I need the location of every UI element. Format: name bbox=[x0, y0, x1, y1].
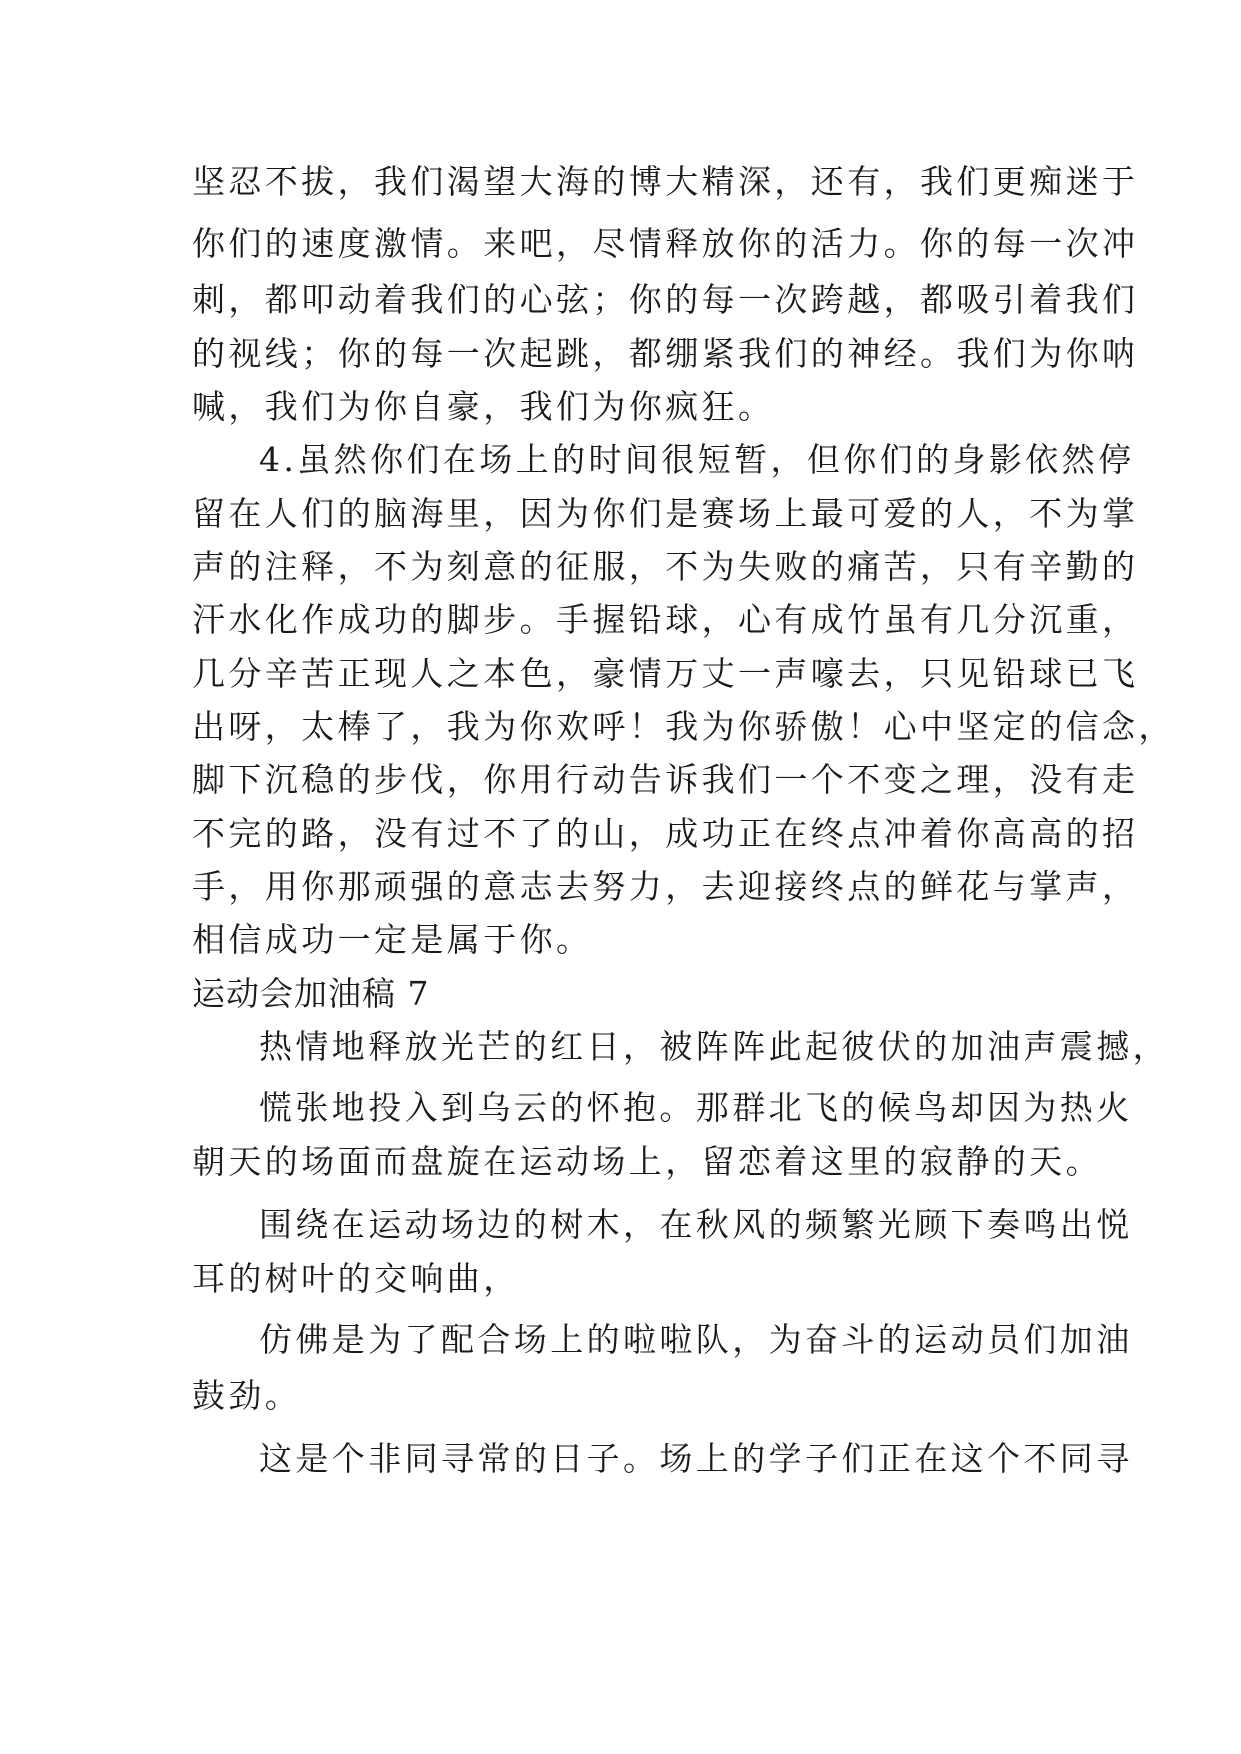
body-text-line: 脚下沉稳的步伐，你用行动告诉我们一个不变之理，没有走 bbox=[192, 760, 1139, 799]
body-text-line: 仿佛是为了配合场上的啦啦队，为奋斗的运动员们加油 bbox=[259, 1320, 1133, 1359]
body-text-line: 热情地释放光芒的红日，被阵阵此起彼伏的加油声震撼， bbox=[259, 1027, 1169, 1066]
section-heading: 运动会加油稿 7 bbox=[192, 974, 430, 1013]
body-text-line: 留在人们的脑海里，因为你们是赛场上最可爱的人，不为掌 bbox=[192, 494, 1139, 533]
body-text-line: 耳的树叶的交响曲， bbox=[192, 1259, 520, 1298]
body-text-line: 4.虽然你们在场上的时间很短暂，但你们的身影依然停 bbox=[259, 440, 1135, 479]
body-text-line: 围绕在运动场边的树木，在秋风的频繁光顾下奏鸣出悦 bbox=[259, 1205, 1133, 1244]
body-text-line: 汗水化作成功的脚步。手握铅球，心有成竹虽有几分沉重， bbox=[192, 600, 1139, 639]
body-text-line: 刺，都叩动着我们的心弦；你的每一次跨越，都吸引着我们 bbox=[192, 280, 1139, 319]
body-text-line: 这是个非同寻常的日子。场上的学子们正在这个不同寻 bbox=[259, 1439, 1133, 1478]
body-text-line: 喊，我们为你自豪，我们为你疯狂。 bbox=[192, 387, 775, 426]
body-text-line: 慌张地投入到乌云的怀抱。那群北飞的候鸟却因为热火 bbox=[259, 1088, 1133, 1127]
body-text-line: 手，用你那顽强的意志去努力，去迎接终点的鲜花与掌声， bbox=[192, 867, 1139, 906]
body-text-line: 声的注释，不为刻意的征服，不为失败的痛苦，只有辛勤的 bbox=[192, 547, 1139, 586]
body-text-line: 你们的速度激情。来吧，尽情释放你的活力。你的每一次冲 bbox=[192, 224, 1139, 263]
body-text-line: 出呀，太棒了，我为你欢呼！我为你骄傲！心中坚定的信念， bbox=[192, 707, 1175, 746]
body-text-line: 鼓劲。 bbox=[192, 1376, 302, 1415]
body-text-line: 坚忍不拔，我们渴望大海的博大精深，还有，我们更痴迷于 bbox=[192, 162, 1139, 201]
body-text-line: 的视线；你的每一次起跳，都绷紧我们的神经。我们为你呐 bbox=[192, 334, 1139, 373]
body-text-line: 相信成功一定是属于你。 bbox=[192, 920, 593, 959]
body-text-line: 不完的路，没有过不了的山，成功正在终点冲着你高高的招 bbox=[192, 814, 1139, 853]
body-text-line: 朝天的场面而盘旋在运动场上，留恋着这里的寂静的天。 bbox=[192, 1142, 1102, 1181]
body-text-line: 几分辛苦正现人之本色，豪情万丈一声嚎去，只见铅球已飞 bbox=[192, 654, 1139, 693]
